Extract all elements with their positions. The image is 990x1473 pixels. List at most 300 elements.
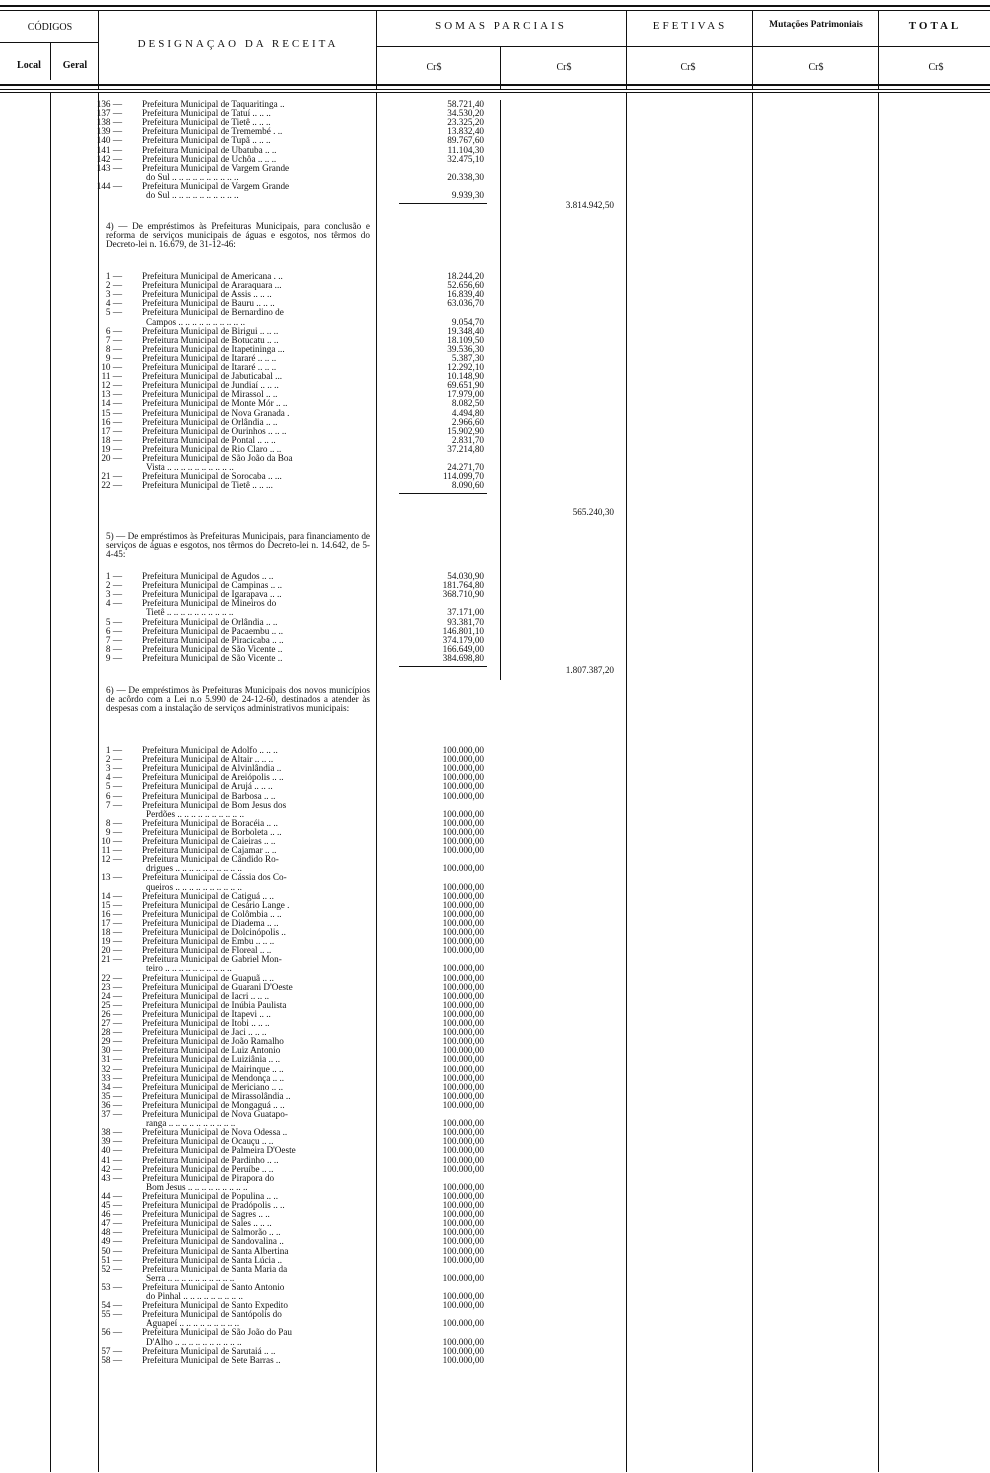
item-description: Prefeitura Municipal de Orlândia .. ..	[142, 417, 278, 427]
table-row	[0, 1128, 990, 1137]
partial-value: 100.000,00	[442, 1272, 484, 1283]
item-number: 15 —	[101, 407, 122, 418]
table-row	[0, 1028, 990, 1037]
partial-value: 166.649,00	[442, 643, 484, 654]
partial-value: 18.109,50	[447, 334, 484, 345]
currency-label: Cr$	[808, 62, 824, 73]
item-description: Prefeitura Municipal de Santa Albertina	[142, 1246, 289, 1256]
partial-value: 5.387,30	[451, 352, 484, 363]
item-description: Prefeitura Municipal de Diadema .. ..	[142, 918, 279, 928]
item-number: 29 —	[101, 1036, 122, 1047]
item-number: 40 —	[101, 1145, 122, 1156]
item-number: 15 —	[101, 899, 122, 910]
item-number: 2 —	[105, 280, 122, 291]
partial-value: 100.000,00	[442, 1099, 484, 1110]
item-number: 6 —	[105, 625, 122, 636]
partial-value: 181.764,80	[442, 580, 484, 591]
item-number: 44 —	[101, 1190, 122, 1201]
item-number: 11 —	[101, 845, 122, 856]
item-number: 8 —	[105, 643, 122, 654]
partial-value: 100.000,00	[442, 1181, 484, 1192]
table-row	[0, 599, 990, 608]
item-number: 4 —	[105, 298, 122, 309]
item-description: teiro .. .. .. .. .. .. .. .. .. ..	[146, 964, 232, 974]
item-number: 25 —	[101, 999, 122, 1010]
item-description: Prefeitura Municipal de Pirapora do	[142, 1173, 275, 1183]
item-number: 4 —	[105, 772, 122, 783]
table-row	[0, 390, 990, 399]
item-number: 22 —	[101, 480, 122, 491]
item-number: 142 —	[96, 153, 122, 164]
item-number: 23 —	[101, 981, 122, 992]
partial-value: 17.979,00	[447, 389, 484, 400]
table-row	[0, 182, 990, 191]
table-row	[0, 463, 990, 472]
partial-value: 2.966,60	[451, 416, 484, 427]
partial-value: 100.000,00	[442, 945, 484, 956]
partial-value: 100.000,00	[442, 1345, 484, 1356]
section-intro: 5) — De empréstimos às Prefeituras Municipais, para financiamento de serviços de águas e esgotos, nos têrmos do Decreto-lei n. 14.642, de 5-4-45:	[106, 531, 370, 560]
partial-value: 8.082,50	[451, 398, 484, 409]
partial-value: 100.000,00	[442, 1300, 484, 1311]
table-row	[0, 846, 990, 855]
item-description: Prefeitura Municipal de Cássia dos Co-	[142, 873, 287, 883]
item-number: 48 —	[101, 1227, 122, 1238]
item-description: Prefeitura Municipal de Ocauçu .. ..	[142, 1137, 274, 1147]
partial-value: 69.651,90	[447, 380, 484, 391]
table-row	[0, 1356, 990, 1365]
table-row	[0, 1055, 990, 1064]
partial-value: 18.244,20	[447, 271, 484, 281]
item-description: Prefeitura Municipal de Tietê .. .. ...	[142, 481, 273, 491]
item-description: Prefeitura Municipal de Rio Claro .. ..	[142, 444, 282, 454]
partial-value: 100.000,00	[442, 1118, 484, 1129]
item-description: Prefeitura Municipal de São Vicente ..	[142, 653, 283, 663]
partial-value: 16.839,40	[447, 289, 484, 300]
table-row	[0, 1019, 990, 1028]
table-row	[0, 418, 990, 427]
item-description: Prefeitura Municipal de Santópolis do	[142, 1310, 282, 1320]
item-number: 12 —	[101, 380, 122, 391]
item-number: 43 —	[101, 1172, 122, 1183]
item-number: 37 —	[101, 1109, 122, 1119]
partial-value: 100.000,00	[442, 1245, 484, 1256]
item-description: Prefeitura Municipal de Bernardino de	[142, 308, 284, 318]
local-header: Local	[17, 60, 41, 71]
partial-value: 54.030,90	[447, 571, 484, 581]
item-number: 17 —	[101, 917, 122, 928]
partial-value: 100.000,00	[442, 1254, 484, 1265]
table-row	[0, 928, 990, 937]
partial-value: 100.000,00	[442, 936, 484, 947]
table-row	[0, 1046, 990, 1055]
item-description: Prefeitura Municipal de Dolcinópolis ..	[142, 928, 286, 937]
section-subtotal: 565.240,30	[572, 507, 614, 517]
item-description: Prefeitura Municipal de Vargem Grande	[142, 181, 290, 191]
item-description: Prefeitura Municipal de Luiziânia .. ..	[142, 1055, 281, 1065]
item-number: 13 —	[101, 872, 122, 883]
item-number: 57 —	[101, 1345, 122, 1356]
table-row	[0, 1347, 990, 1356]
item-description: Prefeitura Municipal de Jaci .. .. ..	[142, 1028, 267, 1038]
item-description: D'Alho .. .. .. .. .. .. .. .. .. ..	[146, 1337, 242, 1347]
item-number: 2 —	[105, 754, 122, 765]
item-number: 5 —	[105, 616, 122, 627]
partial-value: 89.767,60	[447, 135, 484, 146]
item-description: Prefeitura Municipal de Guarani D'Oeste	[142, 982, 293, 992]
item-number: 26 —	[101, 1008, 122, 1019]
item-number: 141 —	[96, 144, 122, 155]
subtotal-row	[0, 507, 990, 517]
partial-value: 100.000,00	[442, 1027, 484, 1038]
item-description: Prefeitura Municipal de Caieiras .. ..	[142, 837, 276, 846]
partial-value: 100.000,00	[442, 1227, 484, 1238]
item-description: Prefeitura Municipal de Itobi .. .. ..	[142, 1019, 270, 1028]
partial-value: 100.000,00	[442, 1018, 484, 1028]
table-row	[0, 992, 990, 1001]
item-description: Prefeitura Municipal de Americana . ..	[142, 272, 283, 281]
partial-value: 100.000,00	[442, 1163, 484, 1174]
item-description: do Pinhal .. .. .. .. .. .. .. .. ..	[146, 1292, 243, 1301]
table-row	[0, 191, 990, 200]
item-number: 56 —	[101, 1327, 122, 1338]
item-description: Tietê .. .. .. .. .. .. .. .. .. ..	[146, 608, 234, 618]
table-row	[0, 919, 990, 928]
table-row	[0, 1301, 990, 1310]
item-description: Perdões .. .. .. .. .. .. .. .. .. ..	[146, 809, 244, 819]
table-row	[0, 901, 990, 910]
table-row	[0, 1037, 990, 1046]
item-description: Prefeitura Municipal de Piracicaba .. ..	[142, 635, 284, 645]
item-number: 18 —	[101, 927, 122, 937]
partial-value: 100.000,00	[442, 908, 484, 919]
table-row	[0, 782, 990, 791]
item-number: 9 —	[105, 352, 122, 363]
partial-value: 10.148,90	[447, 371, 484, 382]
item-description: Prefeitura Municipal de São João do Pau	[142, 1328, 293, 1338]
item-number: 30 —	[101, 1045, 122, 1056]
item-description: Prefeitura Municipal de São Vicente ..	[142, 644, 283, 654]
table-row	[0, 454, 990, 463]
item-number: 52 —	[101, 1263, 122, 1274]
item-description: Prefeitura Municipal de Peruíbe .. ..	[142, 1164, 274, 1174]
item-description: Prefeitura Municipal de Adolfo .. .. ..	[142, 746, 278, 755]
table-row	[0, 481, 990, 490]
table-row	[0, 1237, 990, 1246]
item-description: Prefeitura Municipal de Iacri .. .. ..	[142, 991, 270, 1001]
table-row	[0, 1110, 990, 1119]
partial-value: 100.000,00	[442, 972, 484, 983]
item-description: Campos .. .. .. .. .. .. .. .. .. ..	[146, 317, 246, 327]
partial-value: 114.099,70	[442, 471, 484, 482]
item-description: Prefeitura Municipal de João Ramalho	[142, 1037, 284, 1047]
currency-label: Cr$	[426, 62, 442, 73]
currency-label: Cr$	[680, 62, 696, 73]
partial-value: 100.000,00	[442, 836, 484, 846]
partial-value: 12.292,10	[447, 362, 484, 372]
partial-value: 20.338,30	[447, 171, 484, 182]
table-row	[0, 1328, 990, 1337]
table-row	[0, 436, 990, 445]
partial-value: 100.000,00	[442, 990, 484, 1001]
item-number: 38 —	[101, 1127, 122, 1138]
item-description: Prefeitura Municipal de Jundiaí .. .. ..	[142, 381, 279, 391]
partial-value: 63.036,70	[447, 298, 484, 309]
item-number: 3 —	[105, 763, 122, 774]
item-number: 24 —	[101, 990, 122, 1001]
table-row	[0, 1010, 990, 1019]
table-row	[0, 336, 990, 345]
partial-value: 13.832,40	[447, 126, 484, 137]
item-number: 20 —	[101, 453, 122, 463]
table-row	[0, 792, 990, 801]
table-row	[0, 146, 990, 155]
table-row	[0, 173, 990, 182]
item-description: Prefeitura Municipal de Sandovalina ..	[142, 1237, 284, 1247]
item-description: Prefeitura Municipal de Catiguá .. ..	[142, 891, 274, 901]
item-number: 35 —	[101, 1090, 122, 1101]
item-number: 137 —	[96, 108, 122, 119]
table-row	[0, 1174, 990, 1183]
table-row	[0, 399, 990, 408]
table-row	[0, 1283, 990, 1292]
item-number: 136 —	[96, 99, 122, 109]
partial-value: 100.000,00	[442, 745, 484, 755]
item-description: Prefeitura Municipal de Bom Jesus dos	[142, 800, 287, 810]
table-row	[0, 272, 990, 281]
table-row	[0, 409, 990, 418]
table-row	[0, 946, 990, 955]
item-number: 18 —	[101, 434, 122, 445]
item-description: Prefeitura Municipal de Santa Lúcia ..	[142, 1255, 283, 1265]
item-description: Prefeitura Municipal de Colômbia .. ..	[142, 909, 282, 919]
item-description: Prefeitura Municipal de Birigui .. .. ..	[142, 326, 279, 336]
item-description: Prefeitura Municipal de Taquaritinga ..	[142, 100, 285, 109]
table-row	[0, 654, 990, 663]
table-row	[0, 1247, 990, 1256]
partial-value: 100.000,00	[442, 1145, 484, 1156]
partial-value: 100.000,00	[442, 1236, 484, 1247]
item-number: 36 —	[101, 1099, 122, 1110]
table-row	[0, 955, 990, 964]
item-description: Prefeitura Municipal de Boracéia .. ..	[142, 818, 278, 828]
item-description: Prefeitura Municipal de Santo Antonio	[142, 1282, 285, 1292]
designacao-header: DESIGNAÇAO DA RECEITA	[137, 38, 339, 50]
item-description: Prefeitura Municipal de Areiópolis .. ..	[142, 773, 284, 783]
partial-value: 15.902,90	[447, 425, 484, 436]
item-number: 53 —	[101, 1281, 122, 1292]
item-description: Prefeitura Municipal de Araraquara ...	[142, 281, 282, 291]
item-number: 5 —	[105, 781, 122, 792]
partial-value: 100.000,00	[442, 763, 484, 774]
item-number: 12 —	[101, 854, 122, 865]
section-intro: 6) — De empréstimos às Prefeituras Municipais dos novos municípios de acôrdo com a Lei n.o 5.990 de 24-12-60, destinados a atender às despesas com a instalação de serviços administrativos municipais:	[106, 685, 370, 714]
partial-value: 100.000,00	[442, 826, 484, 837]
total-header: TOTAL	[908, 20, 962, 32]
item-description: Prefeitura Municipal de Sarutaiá .. ..	[142, 1346, 276, 1356]
table-row	[0, 773, 990, 782]
table-row	[0, 1219, 990, 1228]
table-row	[0, 1092, 990, 1101]
partial-value: 100.000,00	[442, 1127, 484, 1138]
table-row	[0, 1310, 990, 1319]
item-number: 143 —	[96, 162, 122, 173]
item-number: 47 —	[101, 1218, 122, 1229]
item-description: Prefeitura Municipal de Itapevi .. ..	[142, 1009, 271, 1019]
item-description: Prefeitura Municipal de Guapuã .. ..	[142, 973, 274, 983]
item-number: 19 —	[101, 936, 122, 947]
item-number: 31 —	[101, 1054, 122, 1065]
item-number: 10 —	[101, 362, 122, 372]
item-number: 144 —	[96, 180, 122, 191]
currency-label: Cr$	[928, 62, 944, 73]
item-description: Prefeitura Municipal de Inúbia Paulista	[142, 1000, 287, 1010]
table-row	[0, 118, 990, 127]
table-row	[0, 572, 990, 581]
table-row	[0, 883, 990, 892]
table-row	[0, 1119, 990, 1128]
item-description: Prefeitura Municipal de Assis .. .. ..	[142, 290, 272, 300]
item-description: Prefeitura Municipal de Pontal .. .. ..	[142, 435, 276, 445]
item-number: 1 —	[105, 745, 122, 755]
table-row	[0, 1083, 990, 1092]
table-row	[0, 164, 990, 173]
table-row	[0, 746, 990, 755]
table-row	[0, 873, 990, 882]
item-description: Prefeitura Municipal de Orlândia .. ..	[142, 617, 278, 627]
item-number: 41 —	[101, 1154, 122, 1165]
item-description: Prefeitura Municipal de Itapetininga ...	[142, 344, 285, 354]
item-description: Prefeitura Municipal de Pacaembu .. ..	[142, 626, 284, 636]
partial-value: 374.179,00	[442, 634, 484, 645]
item-number: 11 —	[101, 371, 122, 382]
partial-value: 8.090,60	[451, 480, 484, 491]
table-row	[0, 1338, 990, 1347]
partial-value: 146.801,10	[442, 625, 484, 636]
table-row	[0, 327, 990, 336]
item-number: 19 —	[101, 443, 122, 454]
item-description: Prefeitura Municipal de Jabuticabal ...	[142, 372, 283, 382]
item-number: 10 —	[101, 836, 122, 846]
partial-value: 100.000,00	[442, 808, 484, 819]
table-row	[0, 372, 990, 381]
partial-value: 11.104,30	[447, 144, 484, 155]
item-number: 3 —	[105, 289, 122, 300]
partial-value: 93.381,70	[447, 616, 484, 627]
partial-value: 100.000,00	[442, 1318, 484, 1329]
item-number: 3 —	[105, 589, 122, 600]
partial-value: 100.000,00	[442, 1054, 484, 1065]
item-number: 28 —	[101, 1027, 122, 1038]
item-number: 32 —	[101, 1063, 122, 1074]
table-row	[0, 964, 990, 973]
item-number: 55 —	[101, 1309, 122, 1320]
section-subtotal: 3.814.942,50	[565, 200, 614, 210]
table-row	[0, 764, 990, 773]
partial-value: 384.698,80	[442, 652, 484, 663]
item-description: Prefeitura Municipal de Agudos .. ..	[142, 572, 274, 581]
table-row	[0, 281, 990, 290]
item-number: 46 —	[101, 1209, 122, 1220]
item-number: 22 —	[101, 972, 122, 983]
partial-value: 100.000,00	[442, 1336, 484, 1347]
item-description: Prefeitura Municipal de Nova Odessa ..	[142, 1128, 288, 1138]
partial-value: 39.536,30	[447, 343, 484, 354]
item-number: 49 —	[101, 1236, 122, 1247]
item-description: Prefeitura Municipal de Cândido Ro-	[142, 855, 279, 865]
item-number: 8 —	[105, 817, 122, 828]
item-description: Prefeitura Municipal de Borboleta .. ..	[142, 827, 282, 837]
partial-value: 100.000,00	[442, 981, 484, 992]
item-number: 39 —	[101, 1136, 122, 1147]
partial-value: 100.000,00	[442, 781, 484, 792]
item-number: 16 —	[101, 416, 122, 427]
subtotal-row	[0, 200, 990, 210]
item-number: 6 —	[105, 790, 122, 801]
item-description: Prefeitura Municipal de Pradópolis .. ..	[142, 1201, 285, 1210]
table-row	[0, 1201, 990, 1210]
item-description: Prefeitura Municipal de Campinas .. ..	[142, 581, 283, 591]
table-row	[0, 645, 990, 654]
partial-value: 100.000,00	[442, 1218, 484, 1229]
item-number: 54 —	[101, 1300, 122, 1311]
table-row	[0, 1274, 990, 1283]
table-row	[0, 1192, 990, 1201]
table-row	[0, 445, 990, 454]
partial-value: 100.000,00	[442, 999, 484, 1010]
partial-value: 100.000,00	[442, 1045, 484, 1056]
item-number: 58 —	[101, 1354, 122, 1365]
item-description: queiros .. .. .. .. .. .. .. .. .. ..	[146, 882, 242, 892]
partial-value: 24.271,70	[447, 462, 484, 473]
item-description: Serra .. .. .. .. .. .. .. .. .. ..	[146, 1273, 235, 1283]
partial-value: 23.325,20	[447, 117, 484, 128]
table-row	[0, 127, 990, 136]
mutacoes-header: Mutações Patrimoniais	[769, 20, 863, 30]
item-number: 14 —	[101, 890, 122, 901]
item-number: 21 —	[101, 471, 122, 482]
item-description: Prefeitura Municipal de Tremembé . ..	[142, 127, 283, 137]
item-number: 17 —	[101, 425, 122, 436]
partial-value: 100.000,00	[442, 1008, 484, 1019]
geral-header: Geral	[62, 60, 88, 71]
item-description: Prefeitura Municipal de Santo Expedito	[142, 1301, 288, 1311]
item-description: drigues .. .. .. .. .. .. .. .. .. ..	[146, 864, 242, 874]
item-description: Prefeitura Municipal de Embu .. .. ..	[142, 937, 275, 947]
item-number: 7 —	[105, 334, 122, 345]
item-number: 138 —	[96, 117, 122, 128]
table-row	[0, 363, 990, 372]
table-row	[0, 290, 990, 299]
item-description: do Sul .. .. .. .. .. .. .. .. .. ..	[146, 172, 239, 182]
table-row	[0, 581, 990, 590]
partial-value: 100.000,00	[442, 772, 484, 783]
table-row	[0, 636, 990, 645]
item-description: Prefeitura Municipal de Bauru .. .. ..	[142, 299, 275, 309]
item-description: Prefeitura Municipal de Alvinlândia ..	[142, 764, 282, 774]
partial-value: 100.000,00	[442, 1090, 484, 1101]
item-description: Prefeitura Municipal de Vargem Grande	[142, 163, 290, 173]
partial-value: 100.000,00	[442, 1136, 484, 1147]
partial-value: 100.000,00	[442, 1063, 484, 1074]
partial-value: 9.939,30	[451, 190, 484, 200]
section-intro: 4) — De empréstimos às Prefeituras Municipais, para conclusão e reforma de serviços municipais de águas e esgotos, nos têrmos do Decreto-lei n. 16.679, de 31-12-46:	[106, 221, 370, 250]
table-row	[0, 1146, 990, 1155]
item-description: Prefeitura Municipal de Uchôa .. .. ..	[142, 154, 277, 164]
table-row	[0, 155, 990, 164]
item-number: 4 —	[105, 598, 122, 609]
table-row	[0, 892, 990, 901]
